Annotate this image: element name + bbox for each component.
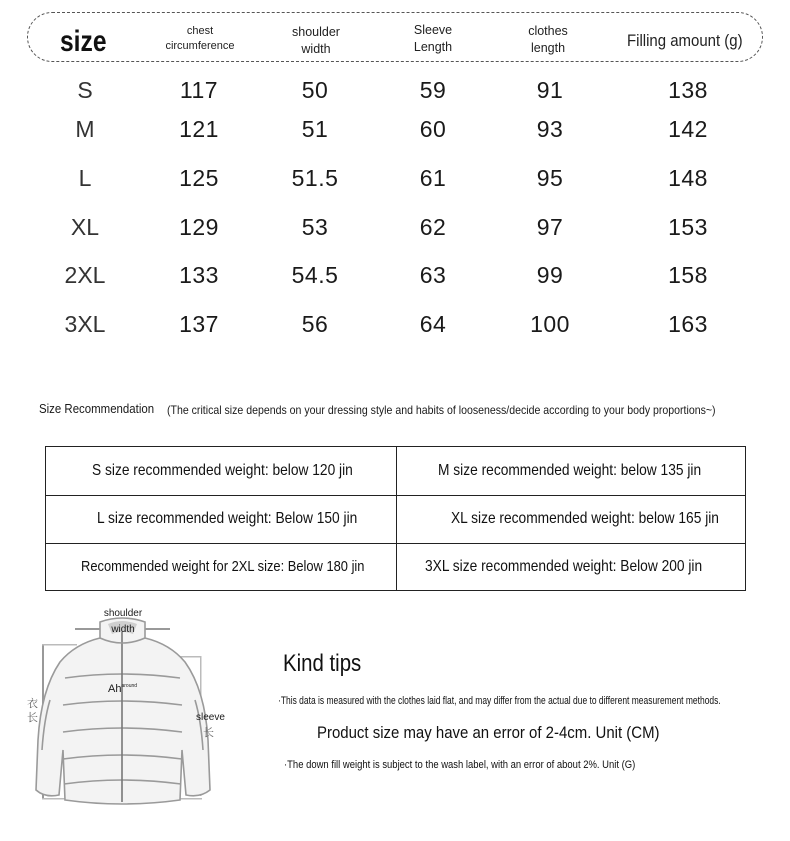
row-size: S [77, 77, 93, 103]
row-chest: 133 [179, 262, 219, 288]
row-length: 97 [536, 214, 564, 240]
row-sleeve: 63 [419, 262, 447, 288]
row-filling: 153 [668, 214, 708, 240]
diagram-chest-label: $Ah^{around}$ [108, 683, 138, 695]
row-length: 91 [536, 77, 564, 103]
row-chest: 117 [179, 77, 219, 103]
header-chest: chest circumference [165, 25, 235, 52]
row-size: M [75, 116, 95, 142]
row-length: 100 [530, 311, 570, 337]
row-filling: 142 [668, 116, 708, 142]
rec-s: S size recommended weight: below 120 jin [92, 462, 353, 479]
rec-2xl: Recommended weight for 2XL size: Below 180 jin [81, 558, 365, 575]
row-length: 93 [536, 116, 564, 142]
recommendation-note: (The critical size depends on your dressing style and habits of looseness/decide according to your body proportions~) [167, 403, 716, 417]
row-shoulder: 54.5 [291, 262, 339, 288]
diagram-length-label: 衣 长 [27, 698, 38, 725]
row-shoulder: 56 [301, 311, 329, 337]
row-sleeve: 64 [419, 311, 447, 337]
row-size: 2XL [64, 262, 106, 288]
row-shoulder: 51 [301, 116, 329, 142]
rec-m: M size recommended weight: below 135 jin [438, 462, 702, 479]
row-size: L [78, 165, 92, 191]
tips-line-1: ·This data is measured with the clothes laid flat, and may differ from the actual due to different measurement methods. [278, 695, 721, 707]
row-size: XL [70, 214, 100, 240]
rec-3xl: 3XL size recommended weight: Below 200 jin [425, 558, 703, 575]
row-sleeve: 61 [419, 165, 447, 191]
row-shoulder: 51.5 [291, 165, 339, 191]
recommendation-title: Size Recommendation [39, 401, 155, 416]
row-chest: 137 [179, 311, 219, 337]
rec-xl: XL size recommended weight: below 165 jin [451, 510, 719, 527]
row-chest: 121 [179, 116, 219, 142]
row-shoulder: 50 [301, 77, 329, 103]
row-chest: 125 [179, 165, 219, 191]
tips-line-3: ·The down fill weight is subject to the wash label, with an error of about 2%. Unit (G) [284, 759, 636, 771]
row-sleeve: 59 [419, 77, 447, 103]
row-sleeve: 60 [419, 116, 447, 142]
tips-title: Kind tips [283, 650, 362, 677]
row-shoulder: 53 [301, 214, 329, 240]
row-sleeve: 62 [419, 214, 447, 240]
row-filling: 138 [668, 77, 708, 103]
header-clothes-length: clothes length [528, 24, 568, 55]
tips-line-2: Product size may have an error of 2-4cm. Unit (CM) [317, 723, 660, 742]
jacket-icon [36, 618, 210, 804]
row-length: 95 [536, 165, 564, 191]
row-length: 99 [536, 262, 564, 288]
header-size: size [60, 25, 107, 58]
row-filling: 148 [668, 165, 708, 191]
diagram-sleeve-cn: 长 [203, 727, 214, 739]
rec-l: L size recommended weight: Below 150 jin [97, 510, 358, 527]
row-size: 3XL [64, 311, 106, 337]
header-shoulder: shoulder width [292, 25, 340, 56]
header-sleeve: Sleeve Length [413, 23, 453, 54]
recommendation-table [45, 446, 746, 591]
row-chest: 129 [179, 214, 219, 240]
row-filling: 163 [668, 311, 708, 337]
diagram-sleeve-label: sleeve [196, 712, 225, 723]
header-filling: Filling amount (g) [627, 31, 743, 50]
row-filling: 158 [668, 262, 708, 288]
diagram-shoulder-label: shoulder width [103, 608, 143, 635]
